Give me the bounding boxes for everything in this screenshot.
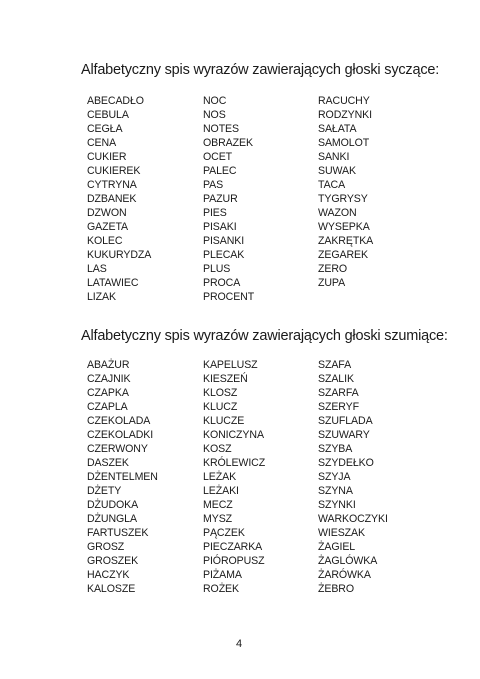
- word-item: LATAWIEC: [87, 277, 139, 289]
- word-item: KUKURYDZA: [87, 249, 152, 261]
- word-list-column-1: [87, 358, 158, 596]
- word-item: NOS: [203, 109, 226, 121]
- word-list-column-3: [318, 358, 388, 596]
- word-item: CZEKOLADKI: [87, 429, 154, 441]
- word-item: CZAPLA: [87, 401, 128, 413]
- word-item: TYGRYSY: [318, 193, 368, 205]
- word-item: KOSZ: [203, 443, 232, 455]
- word-item: NOC: [203, 95, 227, 107]
- word-item: PĄCZEK: [203, 527, 245, 539]
- word-item: CZERWONY: [87, 443, 148, 455]
- word-item: KLUCZE: [203, 415, 245, 427]
- word-item: SZUFLADA: [318, 415, 373, 427]
- word-item: KRÓLEWICZ: [203, 457, 266, 469]
- word-item: PIES: [203, 207, 227, 219]
- word-item: MECZ: [203, 499, 233, 511]
- word-item: SAMOLOT: [318, 137, 370, 149]
- word-item: PAS: [203, 179, 224, 191]
- word-list-column-1: [87, 94, 151, 304]
- word-item: SZERYF: [318, 401, 359, 413]
- word-item: RODZYNKI: [318, 109, 372, 121]
- word-item: CZAJNIK: [87, 373, 131, 385]
- word-item: PLUS: [203, 263, 231, 275]
- word-item: OCET: [203, 151, 233, 163]
- word-item: ZERO: [318, 263, 348, 275]
- word-item: WYSEPKA: [318, 221, 370, 233]
- word-item: SZYJA: [318, 471, 351, 483]
- word-item: LEŻAKI: [203, 485, 239, 497]
- word-item: PIŻAMA: [203, 569, 242, 581]
- word-item: DŻUDOKA: [87, 499, 139, 511]
- word-list-column-3: [318, 94, 373, 290]
- word-item: CZEKOLADA: [87, 415, 151, 427]
- word-item: SZUWARY: [318, 429, 370, 441]
- word-item: PROCENT: [203, 291, 255, 303]
- word-item: FARTUSZEK: [87, 527, 149, 539]
- word-item: KLOSZ: [203, 387, 238, 399]
- word-item: SUWAK: [318, 165, 356, 177]
- word-item: SZYNKI: [318, 499, 356, 511]
- word-item: SZYDEŁKO: [318, 457, 374, 469]
- word-item: DZWON: [87, 207, 127, 219]
- word-item: OBRAZEK: [203, 137, 253, 149]
- section-heading-sibilants: Alfabetyczny spis wyrazów zawierających głoski syczące:: [81, 62, 440, 78]
- word-item: KONICZYNA: [203, 429, 264, 441]
- page-number: 4: [236, 638, 243, 650]
- word-item: SANKI: [318, 151, 350, 163]
- word-item: RACUCHY: [318, 95, 370, 107]
- word-item: ABECADŁO: [87, 95, 144, 107]
- word-item: SZAFA: [318, 359, 352, 371]
- word-item: WIESZAK: [318, 527, 365, 539]
- word-item: ZEGAREK: [318, 249, 368, 261]
- word-item: SAŁATA: [318, 123, 357, 135]
- word-item: LEŻAK: [203, 471, 237, 483]
- word-item: PISANKI: [203, 235, 245, 247]
- word-item: CUKIER: [87, 151, 127, 163]
- word-item: PIECZARKA: [203, 541, 263, 553]
- word-item: PLECAK: [203, 249, 245, 261]
- word-item: GROSZ: [87, 541, 125, 553]
- word-item: PIÓROPUSZ: [203, 555, 265, 567]
- word-item: ZUPA: [318, 277, 346, 289]
- word-item: KOLEC: [87, 235, 123, 247]
- word-item: ŻAGIEL: [318, 541, 356, 553]
- word-item: DASZEK: [87, 457, 129, 469]
- word-item: WAZON: [318, 207, 357, 219]
- word-item: SZYBA: [318, 443, 353, 455]
- word-item: DŻUNGLA: [87, 513, 137, 525]
- word-item: GAZETA: [87, 221, 128, 233]
- word-item: ABAŻUR: [87, 359, 130, 371]
- word-item: PISAKI: [203, 221, 237, 233]
- word-item: DŻETY: [87, 485, 122, 497]
- word-item: CUKIEREK: [87, 165, 141, 177]
- section-heading-hushing: Alfabetyczny spis wyrazów zawierających głoski szumiące:: [81, 328, 448, 344]
- word-item: HACZYK: [87, 569, 130, 581]
- word-item: KAPELUSZ: [203, 359, 258, 371]
- word-item: WARKOCZYKI: [318, 513, 388, 525]
- word-item: PROCA: [203, 277, 241, 289]
- word-item: SZYNA: [318, 485, 353, 497]
- word-item: CEBULA: [87, 109, 129, 121]
- word-item: SZARFA: [318, 387, 359, 399]
- word-item: ŻAGLÓWKA: [318, 555, 378, 567]
- word-item: GROSZEK: [87, 555, 139, 567]
- word-item: DŻENTELMEN: [87, 471, 158, 483]
- word-item: NOTES: [203, 123, 239, 135]
- word-item: ŻARÓWKA: [318, 569, 371, 581]
- word-item: KIESZEŃ: [203, 373, 248, 385]
- word-item: ROŻEK: [203, 583, 239, 595]
- word-item: KLUCZ: [203, 401, 238, 413]
- word-item: ŻEBRO: [318, 583, 354, 595]
- word-item: ZAKRĘTKA: [318, 235, 374, 247]
- word-item: KALOSZE: [87, 583, 136, 595]
- word-item: MYSZ: [203, 513, 233, 525]
- word-item: CENA: [87, 137, 117, 149]
- word-item: CEGŁA: [87, 123, 123, 135]
- word-item: SZALIK: [318, 373, 354, 385]
- word-list-column-2: [203, 94, 254, 304]
- word-item: LIZAK: [87, 291, 116, 303]
- word-item: LAS: [87, 263, 107, 275]
- word-list-column-2: [203, 358, 265, 596]
- word-item: PALEC: [203, 165, 237, 177]
- word-item: CYTRYNA: [87, 179, 137, 191]
- word-item: PAZUR: [203, 193, 238, 205]
- word-item: CZAPKA: [87, 387, 129, 399]
- word-item: TACA: [318, 179, 346, 191]
- word-item: DZBANEK: [87, 193, 137, 205]
